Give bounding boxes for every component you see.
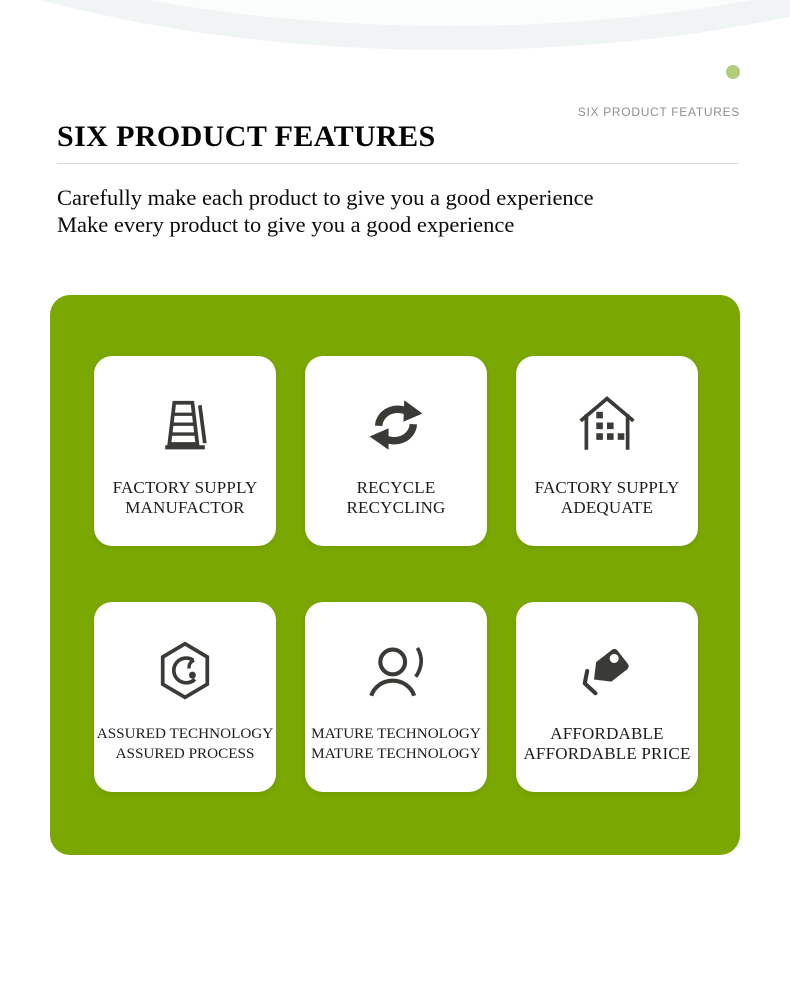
feature-card-affordable bbox=[516, 602, 698, 792]
feature-title: RECYCLE bbox=[356, 478, 436, 497]
feature-card-manufactor bbox=[94, 356, 276, 546]
person-icon bbox=[363, 630, 429, 712]
recycle-icon bbox=[363, 384, 429, 466]
feature-title: AFFORDABLE bbox=[550, 724, 664, 743]
feature-card-assured bbox=[94, 602, 276, 792]
feature-subtitle: ADEQUATE bbox=[560, 498, 654, 517]
feature-subtitle: AFFORDABLE PRICE bbox=[523, 744, 691, 763]
warehouse-icon bbox=[574, 384, 640, 466]
feature-card-adequate bbox=[516, 356, 698, 546]
feature-subtitle: RECYCLING bbox=[346, 498, 446, 517]
price-tag-icon bbox=[574, 630, 640, 712]
feature-card-mature bbox=[305, 602, 487, 792]
green-dot-decoration bbox=[726, 65, 740, 79]
features-panel bbox=[50, 295, 740, 855]
feature-card-recycling bbox=[305, 356, 487, 546]
intro-line-2: Make every product to give you a good experience bbox=[57, 211, 515, 237]
feature-title: ASSURED TECHNOLOGY bbox=[96, 725, 274, 742]
section-watermark-label: SIX PRODUCT FEATURES bbox=[577, 105, 740, 119]
feature-subtitle: ASSURED PROCESS bbox=[115, 745, 255, 762]
header-divider bbox=[57, 163, 738, 164]
feature-subtitle: MANUFACTOR bbox=[125, 498, 245, 517]
feature-title: FACTORY SUPPLY bbox=[112, 478, 258, 497]
factory-icon bbox=[152, 384, 218, 466]
features-grid bbox=[94, 356, 698, 792]
feature-subtitle: MATURE TECHNOLOGY bbox=[311, 745, 481, 762]
intro-text bbox=[57, 185, 594, 238]
page-title: SIX PRODUCT FEATURES bbox=[57, 120, 436, 154]
feature-title: FACTORY SUPPLY bbox=[534, 478, 680, 497]
feature-title: MATURE TECHNOLOGY bbox=[311, 725, 481, 742]
hexagon-badge-icon bbox=[152, 630, 218, 712]
intro-line-1: Carefully make each product to give you a good experience bbox=[57, 185, 594, 210]
